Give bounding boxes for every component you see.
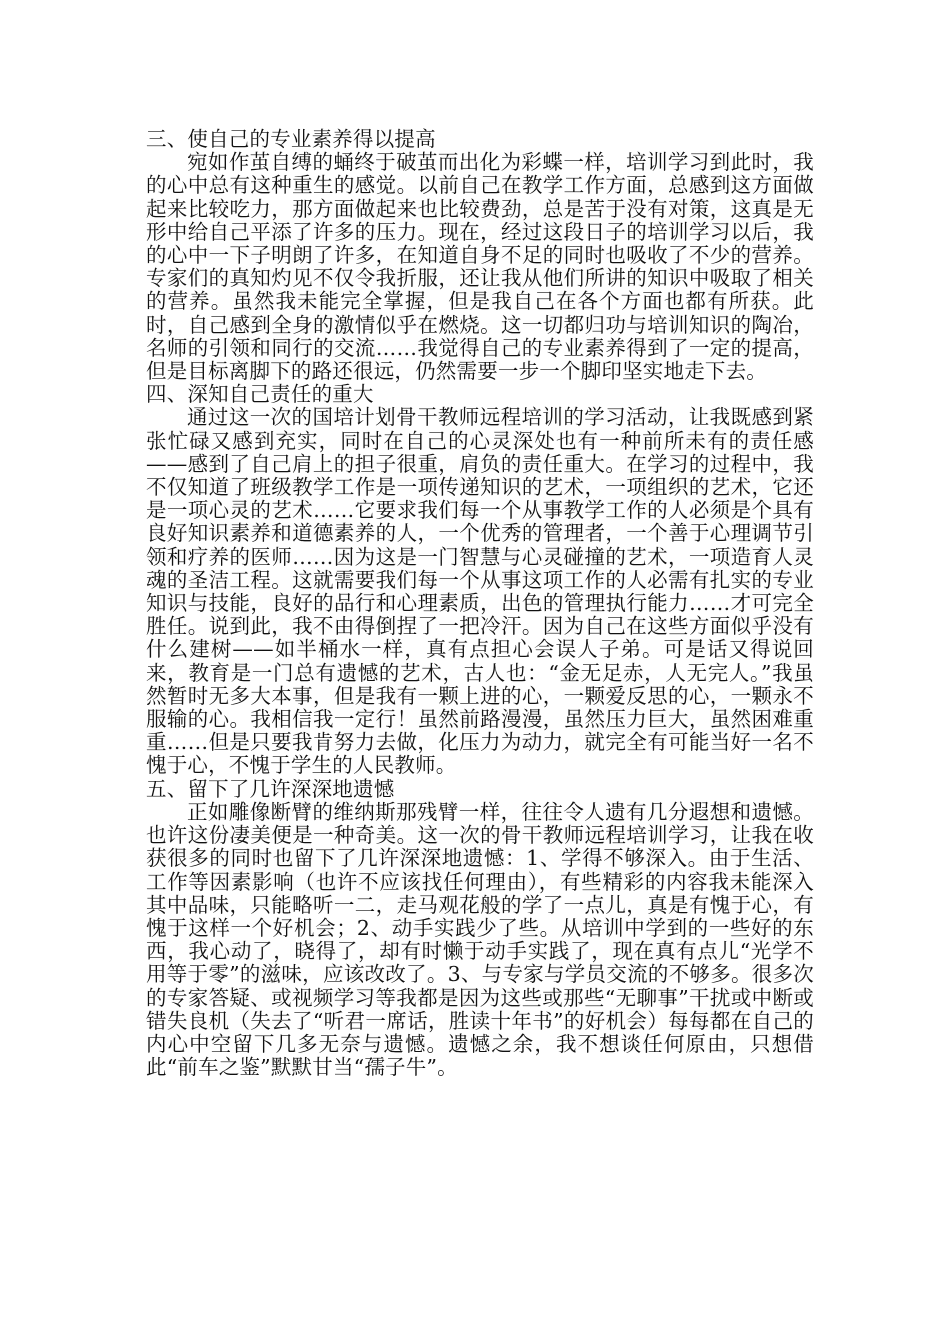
document-page	[146, 128, 814, 1079]
section-paragraph-4: 通过这一次的国培计划骨干教师远程培训的学习活动，让我既感到紧张忙碌又感到充实，同时在自己的心灵深处也有一种前所未有的责任感——感到了自己肩上的担子很重，肩负的责任重大。在学习的过程中，我不仅知道了班级教学工作是一项传递知识的艺术，一项组织的艺术，它还是一项心灵的艺术……它要求我们每一个从事教学工作的人必须是个具有良好知识素养和道德素养的人，一个优秀的管理者，一个善于心理调节引领和疗养的医师……因为这是一门智慧与心灵碰撞的艺术，一项造育人灵魂的圣洁工程。这就需要我们每一个从事这项工作的人必需有扎实的专业知识与技能，良好的品行和心理素质，出色的管理执行能力……才可完全胜任。说到此，我不由得倒捏了一把冷汗。因为自己在这些方面似乎没有什么建树——如半桶水一样，真有点担心会误人子弟。可是话又得说回来，教育是一门总有遗憾的艺术，古人也：“金无足赤，人无完人。”我虽然暂时无多大本事，但是我有一颗上进的心，一颗爱反思的心，一颗永不服输的心。我相信我一定行！虽然前路漫漫，虽然压力巨大，虽然困难重重……但是只要我肯努力去做，化压力为动力，就完全有可能当好一名不愧于心，不愧于学生的人民教师。	[146, 405, 814, 778]
section-heading-3: 三、使自己的专业素养得以提高	[146, 127, 436, 151]
section-heading-4: 四、深知自己责任的重大	[146, 382, 374, 407]
section-heading-5: 五、留下了几许深深地遗憾	[146, 776, 395, 801]
section-paragraph-3: 宛如作茧自缚的蛹终于破茧而出化为彩蝶一样，培训学习到此时，我的心中总有这种重生的感觉。以前自己在教学工作方面，总感到这方面做起来比较吃力，那方面做起来也比较费劲，总是苦于没有对策，这真是无形中给自己平添了许多的压力。现在，经过这段日子的培训学习以后，我的心中一下子明朗了许多，在知道自身不足的同时也吸收了不少的营养。专家们的真知灼见不仅令我折服，还让我从他们所讲的知识中吸取了相关的营养。虽然我未能完全掌握，但是我自己在各个方面也都有所获。此时，自己感到全身的激情似乎在燃烧。这一切都归功与培训知识的陶冶，名师的引领和同行的交流……我觉得自己的专业素养得到了一定的提高，但是目标离脚下的路还很远，仍然需要一步一个脚印坚实地走下去。	[146, 150, 814, 384]
section-paragraph-5: 正如雕像断臂的维纳斯那残臂一样，往往令人遗有几分遐想和遗憾。也许这份凄美便是一种奇美。这一次的骨干教师远程培训学习，让我在收获很多的同时也留下了几许深深地遗憾：1、学得不够深入。由于生活、工作等因素影响（也许不应该找任何理由），有些精彩的内容我未能深入其中品味，只能略听一二，走马观花般的学了一点儿，真是有愧于心，有愧于这样一个好机会；2、动手实践少了些。从培训中学到的一些好的东西，我心动了，晓得了，却有时懒于动手实践了，现在真有点儿“光学不用等于零”的滋味，应该改改了。3、与专家与学员交流的不够多。很多次的专家答疑、或视频学习等我都是因为这些或那些“无聊事”干扰或中断或错失良机（失去了“听君一席话，胜读十年书”的好机会）每每都在自己的内心中空留下几多无奈与遗憾。遗憾之余，我不想谈任何原由，只想借此“前车之鉴”默默甘当“孺子牛”。	[146, 799, 814, 1080]
